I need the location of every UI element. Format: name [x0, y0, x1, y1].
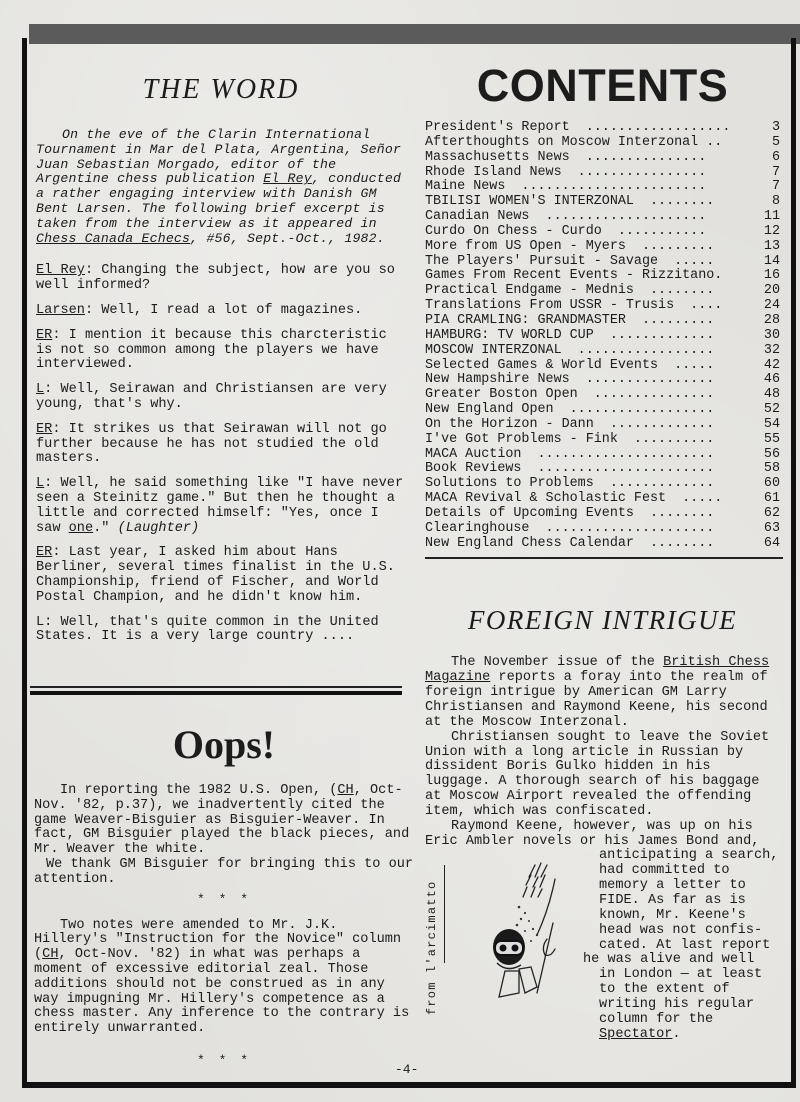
toc-entry-title: Greater Boston Open ...............: [425, 387, 715, 403]
toc-entry: [425, 418, 780, 433]
toc-entry-page: 14: [763, 253, 780, 269]
toc-entry: [425, 373, 780, 388]
intro-text-3: , #56, Sept.-Oct., 1982.: [190, 230, 385, 246]
fi-line: known, Mr. Keene's: [599, 907, 746, 923]
toc-entry-title: Practical Endgame - Mednis ........: [425, 283, 715, 299]
oops-paragraph-1: [34, 784, 414, 858]
toc-entry: [425, 151, 780, 166]
toc-entry-title: Clearinghouse .....................: [425, 520, 715, 536]
oops-text: In reporting the 1982 U.S. Open, (: [60, 783, 338, 798]
dialogue-line: [36, 264, 406, 294]
toc-entry-title: The Players' Pursuit - Savage .....: [425, 253, 715, 269]
fi-line: cated. At last report: [599, 937, 771, 953]
toc-entry: [425, 166, 780, 181]
fi-line: anticipating a search,: [599, 848, 779, 864]
toc-entry-page: 5: [771, 134, 780, 150]
toc-entry: [425, 269, 780, 284]
the-word-section: [36, 60, 406, 655]
dialogue-text: : I mention it because this charcteristic is not so common among the players we have interviewed.: [36, 327, 387, 373]
speaker: L: [36, 382, 45, 398]
fi-line: had committed to: [599, 863, 730, 879]
dialogue-text: : It strikes us that Seirawan will not go further because he has not studied the old masters.: [36, 421, 387, 467]
dialogue-line: [36, 329, 406, 373]
toc-entry: [425, 255, 780, 270]
toc-entry-page: 16: [763, 268, 780, 284]
contents-divider: [425, 557, 783, 559]
toc-entry: [425, 433, 780, 448]
toc-entry-title: I've Got Problems - Fink ..........: [425, 431, 715, 447]
dialogue-text-end: .": [93, 520, 110, 536]
fi-wrapped-text: [583, 848, 780, 1042]
dialogue-text: : Well, that's quite common in the United States. It is a very large country ....: [36, 614, 379, 645]
toc-entry: [425, 240, 780, 255]
dialogue-text: : Well, I read a lot of magazines.: [84, 302, 363, 318]
toc-entry-page: 64: [763, 535, 780, 551]
section-divider: [30, 686, 402, 695]
dialogue-text: : Well, Seirawan and Christiansen are very young, that's why.: [36, 382, 387, 412]
fi-paragraph-3: Raymond Keene, however, was up on his Eric Ambler novels or his James Bond and,: [425, 818, 760, 849]
laughter-note: (Laughter): [117, 520, 200, 536]
intro-text-1: On the eve of the Clarin International Tournament in Mar del Plata, Argentina, Señor Juan Sebastian Morgado, editor of the Argentine chess publication: [36, 127, 402, 187]
dialogue-line: [36, 383, 406, 413]
fi-line: in London — at least: [599, 967, 763, 983]
toc-entry-title: More from US Open - Myers .........: [425, 238, 715, 254]
toc-entry: [425, 344, 780, 359]
toc-entry-page: 58: [763, 461, 780, 477]
toc-entry: [425, 388, 780, 403]
fi-line: to the extent of: [599, 982, 730, 998]
speaker: ER: [36, 327, 53, 343]
spectator-title: Spectator: [599, 1026, 673, 1042]
fi-line: column for the: [599, 1011, 714, 1027]
illustration-credit: [425, 865, 443, 1025]
dialogue-line: [36, 477, 406, 536]
toc-entry: [425, 210, 780, 225]
the-word-title: THE WORD: [142, 74, 300, 105]
toc-entry-title: Details of Upcoming Events ........: [425, 505, 715, 521]
toc-entry-page: 28: [763, 312, 780, 328]
contents-section: [425, 58, 780, 1042]
british-chess-magazine: British Chess Magazine: [425, 655, 770, 686]
fi-text: .: [672, 1026, 681, 1042]
toc-entry-title: Selected Games & World Events .....: [425, 357, 715, 373]
dialogue-line: [36, 304, 406, 319]
fi-paragraph-2: Christiansen sought to leave the Soviet Union with a long article in Russian by dissident Boris Gulko hidden in his luggage. A thorough search of his baggage at Moscow Airport revealed the offending item, which was confiscated.: [425, 729, 770, 819]
toc-entry-page: 12: [763, 223, 780, 239]
source-title: Chess Canada Echecs: [36, 230, 191, 246]
toc-entry-page: 13: [763, 238, 780, 254]
toc-entry: [425, 537, 780, 552]
toc-entry-page: 60: [763, 476, 780, 492]
toc-entry-page: 56: [763, 446, 780, 462]
diver-illustration: [475, 859, 595, 1009]
dialogue-text: : Changing the subject, how are you so well informed?: [36, 263, 395, 294]
dialogue-text: : Well, he said something like "I have never seen a Steinitz game." But then he thought a little and corrected himself: "Yes, once I saw: [36, 476, 404, 536]
toc-entry-title: HAMBURG: TV WORLD CUP .............: [425, 327, 715, 343]
toc-entry-title: TBILISI WOMEN'S INTERZONAL ........: [425, 194, 715, 210]
toc-entry-page: 63: [763, 520, 780, 536]
toc-entry-page: 46: [763, 372, 780, 388]
toc-entry: [425, 121, 780, 136]
separator-stars: * * *: [196, 1052, 251, 1068]
toc-entry-page: 52: [763, 402, 780, 418]
toc-entry-page: 48: [763, 387, 780, 403]
dialogue-line: [36, 546, 406, 605]
emphasis: one: [68, 520, 94, 536]
fi-line: he was alive and well: [583, 952, 755, 968]
fi-paragraph-1: [425, 656, 780, 730]
el-rey-title: El Rey: [263, 171, 312, 187]
oops-section: [34, 715, 414, 1080]
toc-entry: [425, 225, 780, 240]
toc-entry-page: 30: [763, 327, 780, 343]
dialogue-text: : Last year, I asked him about Hans Berliner, several times finalist in the U.S. Championship, friend of Fischer, and World Postal Champion, and he didn't know him.: [36, 545, 395, 605]
toc-entry-title: MACA Auction ......................: [425, 446, 715, 462]
page-number: -4-: [395, 1062, 419, 1077]
fi-line: head was not confis-: [599, 922, 763, 938]
speaker: L: [36, 614, 45, 630]
toc-entry-title: New England Open ..................: [425, 402, 715, 418]
toc-entry-page: 3: [771, 120, 780, 135]
intro-text-2: , conducted a rather engaging interview with Danish GM Bent Larsen. The following brief excerpt is taken from the interview as it appeared in: [36, 171, 402, 231]
toc-entry-page: 7: [771, 179, 780, 195]
toc-entry: [425, 314, 780, 329]
dialogue-line: [36, 616, 406, 646]
toc-entry-title: Maine News .......................: [425, 179, 707, 195]
toc-entry-title: Massachusetts News ...............: [425, 149, 707, 165]
toc-entry-title: Translations From USSR - Trusis ....: [425, 298, 723, 314]
fi-illustrated-block: [425, 849, 780, 1042]
toc-entry: [425, 522, 780, 537]
toc-entry: [425, 299, 780, 314]
toc-entry-title: On the Horizon - Dann .............: [425, 416, 715, 432]
toc-entry-title: Games From Recent Events - Rizzitano.: [425, 268, 723, 284]
speaker: Larsen: [36, 302, 85, 318]
speaker: ER: [36, 545, 53, 561]
table-of-contents: [425, 121, 780, 551]
dialogue-line: [36, 423, 406, 467]
toc-entry-title: Curdo On Chess - Curdo ...........: [425, 223, 707, 239]
toc-entry: [425, 180, 780, 195]
toc-entry-page: 11: [763, 209, 780, 225]
oops-text: , Oct-Nov. '82, p.37), we inadvertently cited the game Weaver-Bisguier as Bisguier-Weaver. In fact, GM Bisguier played the black pieces, and Mr. Weaver the white.: [34, 783, 410, 858]
fi-line: FIDE. As far as is: [599, 892, 746, 908]
toc-entry-page: 55: [763, 431, 780, 447]
toc-entry-page: 8: [771, 194, 780, 210]
toc-entry-title: New England Chess Calendar ........: [425, 535, 715, 551]
toc-entry-title: Book Reviews ......................: [425, 461, 715, 477]
toc-entry: [425, 195, 780, 210]
toc-entry-title: President's Report ..................: [425, 120, 731, 135]
toc-entry-page: 20: [763, 283, 780, 299]
toc-entry-title: Rhode Island News ................: [425, 164, 707, 180]
toc-entry: [425, 136, 780, 151]
oops-paragraph-3: [34, 919, 414, 1037]
toc-entry-title: New Hampshire News ................: [425, 372, 715, 388]
toc-entry-page: 54: [763, 416, 780, 432]
toc-entry: [425, 492, 780, 507]
toc-entry: [425, 477, 780, 492]
fi-line: [599, 1028, 780, 1043]
toc-entry: [425, 329, 780, 344]
fi-text: reports a foray into the realm of foreign intrigue by American GM Larry Christiansen and Raymond Keene, his second at the Moscow Interzonal.: [425, 670, 768, 730]
ch-abbrev: CH: [337, 783, 354, 798]
toc-entry: [425, 284, 780, 299]
toc-entry: [425, 359, 780, 374]
fi-line: writing his regular: [599, 996, 754, 1012]
speaker: L: [36, 476, 45, 492]
toc-entry-title: PIA CRAMLING: GRANDMASTER .........: [425, 312, 715, 328]
foreign-intrigue-title: FOREIGN INTRIGUE: [467, 605, 738, 636]
toc-entry: [425, 403, 780, 418]
toc-entry: [425, 462, 780, 477]
the-word-intro: [36, 128, 406, 246]
toc-entry-page: 7: [771, 164, 780, 180]
toc-entry-page: 32: [763, 342, 780, 358]
toc-entry-title: Solutions to Problems .............: [425, 476, 715, 492]
toc-entry: [425, 507, 780, 522]
fi-line: memory a letter to: [599, 878, 746, 894]
toc-entry-page: 61: [763, 491, 780, 507]
fi-text: The November issue of the: [451, 655, 664, 671]
separator-stars: * * *: [196, 891, 251, 907]
oops-paragraph-2: We thank GM Bisguier for bringing this to our attention.: [34, 856, 414, 887]
speaker: ER: [36, 421, 53, 437]
toc-entry: [425, 448, 780, 463]
contents-title: CONTENTS: [476, 60, 729, 111]
toc-entry-page: 62: [763, 505, 780, 521]
toc-entry-page: 42: [763, 357, 780, 373]
toc-entry-title: MOSCOW INTERZONAL .................: [425, 342, 715, 358]
ch-abbrev: CH: [42, 947, 59, 963]
oops-text: Two notes were amended to Mr. J.K. Hillery's "Instruction for the Novice" column (: [34, 917, 402, 963]
toc-entry-title: Canadian News ....................: [425, 209, 707, 225]
oops-text: , Oct-Nov. '82) in what was perhaps a moment of excessive editorial zeal. Those additions should not be construed as in any way impugning Mr. Hillery's competence as a chess master. Any inference to the contrary is entirely unwarranted.: [34, 947, 410, 1037]
toc-entry-page: 24: [763, 298, 780, 314]
speaker: El Rey: [36, 263, 85, 279]
toc-entry-title: Afterthoughts on Moscow Interzonal ..: [425, 134, 723, 150]
toc-entry-title: MACA Revival & Scholastic Fest .....: [425, 491, 723, 507]
toc-entry-page: 6: [771, 149, 780, 165]
credit-text: from l'arcimatto: [425, 881, 439, 1016]
oops-title: Oops!: [172, 722, 276, 767]
